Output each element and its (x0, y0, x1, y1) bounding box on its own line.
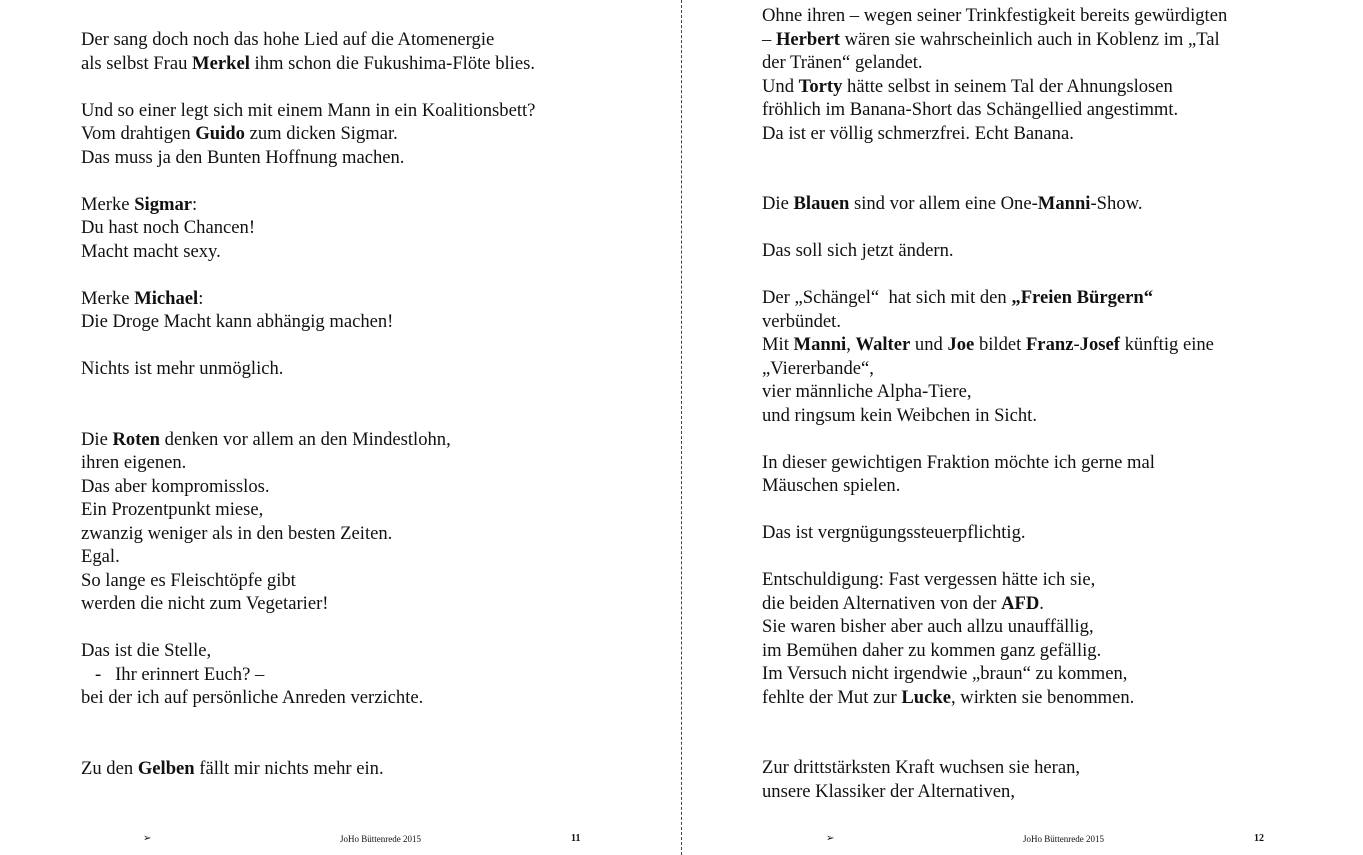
text-line (762, 51, 1227, 75)
bold-text: Josef (1079, 334, 1120, 355)
page-right (683, 0, 1363, 855)
text-line (81, 216, 535, 240)
text-run: Und so einer legt sich mit einem Mann in ein Koalitionsbett? (81, 99, 536, 121)
bold-text: Manni (1037, 193, 1091, 214)
text-run: künftig eine (1119, 334, 1214, 355)
text-run: Zu den (81, 757, 138, 779)
text-run: . (1039, 592, 1044, 614)
text-line (81, 757, 535, 781)
text-line (81, 545, 535, 569)
text-run: Die (81, 428, 113, 450)
text-run: Da ist er völlig schmerzfrei. Echt Banana. (762, 122, 1074, 144)
bold-text: „Freien Bürgern“ (1011, 287, 1154, 308)
bold-text: Walter (855, 334, 911, 355)
text-line (762, 780, 1227, 804)
paragraph-gap (81, 710, 535, 757)
text-line (81, 99, 535, 123)
text-run: bei der ich auf persönliche Anreden verzichte. (81, 687, 424, 708)
text-run: Du hast noch Chancen! (81, 217, 256, 238)
text-run: fällt mir nichts mehr ein. (194, 757, 384, 779)
footer-title: JoHo Büttenrede 2015 (340, 834, 421, 844)
text-line (81, 498, 535, 522)
text-run: als selbst Frau (81, 52, 193, 74)
text-run: -Show. (1090, 193, 1143, 214)
text-run: Nichts ist mehr unmöglich. (81, 358, 284, 379)
bold-text: Herbert (775, 28, 840, 50)
text-line (762, 122, 1227, 146)
text-run: Und (762, 75, 799, 97)
bold-text: Torty (798, 75, 843, 97)
text-run: - (1073, 334, 1080, 355)
text-line (81, 52, 535, 76)
text-line (81, 193, 535, 217)
footer-title: JoHo Büttenrede 2015 (1023, 834, 1104, 844)
text-run: Merke (81, 287, 135, 309)
text-line (81, 357, 535, 381)
text-run: Das ist die Stelle, (81, 640, 212, 661)
bold-text: Michael (134, 287, 199, 309)
paragraph-gap (762, 145, 1227, 192)
text-run: Ein Prozentpunkt miese, (81, 499, 264, 520)
text-run: : (198, 287, 204, 309)
text-run: Sie waren bisher aber auch allzu unauffällig, (762, 616, 1094, 637)
text-run: und (910, 334, 948, 355)
text-run: Die Droge Macht kann abhängig machen! (81, 311, 394, 332)
text-line (762, 639, 1227, 663)
text-run: , (846, 334, 856, 355)
paragraph-gap (81, 75, 535, 99)
bold-text: Franz (1025, 334, 1074, 355)
text-run: fehlte der Mut zur (762, 686, 902, 708)
bold-text: Lucke (901, 686, 951, 708)
text-line (81, 569, 535, 593)
text-run: hätte selbst in seinem Tal der Ahnungslosen (842, 75, 1173, 97)
footer-arrow-icon: ➢ (826, 833, 835, 844)
text-run: zwanzig weniger als in den besten Zeiten. (81, 522, 393, 544)
text-run: wären sie wahrscheinlich auch in Koblenz im „Tal (839, 28, 1220, 50)
paragraph-gap (762, 709, 1227, 756)
text-run: sind vor allem eine One- (849, 193, 1038, 214)
bold-text: Guido (195, 123, 245, 144)
text-run: Mäuschen spielen. (762, 475, 901, 496)
text-run: Merke (81, 193, 135, 215)
text-line (762, 568, 1227, 592)
text-line (762, 357, 1227, 381)
bold-text: Roten (112, 428, 161, 450)
text-run: Der „Schängel“ hat sich mit den (762, 287, 1012, 308)
text-line (762, 662, 1227, 686)
text-run: unsere Klassiker der Alternativen, (762, 780, 1015, 802)
text-line (81, 451, 535, 475)
page-body (81, 28, 535, 780)
bold-text: Blauen (793, 193, 850, 214)
paragraph-gap (81, 616, 535, 640)
text-run: Entschuldigung: Fast vergessen hätte ich sie, (762, 569, 1096, 590)
text-run: Das aber kompromisslos. (81, 475, 270, 497)
text-line (81, 475, 535, 499)
paragraph-gap (762, 498, 1227, 522)
text-run: - Ihr erinnert Euch? – (81, 663, 265, 685)
text-run: ihm schon die Fukushima-Flöte blies. (249, 52, 535, 74)
text-line (81, 663, 535, 687)
text-line (762, 28, 1227, 52)
text-line (81, 522, 535, 546)
text-line (81, 122, 535, 146)
paragraph-gap (81, 381, 535, 428)
text-run: Das muss ja den Bunten Hoffnung machen. (81, 146, 405, 168)
text-line (81, 310, 535, 334)
text-run: und ringsum kein Weibchen in Sicht. (762, 404, 1037, 426)
text-line (81, 240, 535, 264)
text-line (762, 286, 1227, 310)
text-line (762, 380, 1227, 404)
text-line (81, 686, 535, 710)
text-run: im Bemühen daher zu kommen ganz gefällig. (762, 639, 1102, 661)
text-run: ihren eigenen. (81, 452, 187, 473)
text-run: Macht macht sexy. (81, 240, 221, 262)
text-line (762, 333, 1227, 357)
text-line (762, 592, 1227, 616)
page-left (0, 0, 680, 855)
bold-text: Manni (793, 334, 847, 355)
paragraph-gap (762, 216, 1227, 240)
bold-text: AFD (1001, 592, 1040, 614)
text-run: die beiden Alternativen von der (762, 592, 1002, 614)
text-run: werden die nicht zum Vegetarier! (81, 593, 329, 614)
paragraph-gap (762, 545, 1227, 569)
text-run: vier männliche Alpha-Tiere, (762, 381, 972, 402)
page-number: 11 (571, 833, 581, 844)
text-run: Das soll sich jetzt ändern. (762, 240, 954, 261)
paragraph-gap (81, 169, 535, 193)
text-line (762, 521, 1227, 545)
text-run: Die (762, 193, 794, 214)
text-line (81, 28, 535, 52)
text-line (762, 4, 1227, 28)
text-run: Im Versuch nicht irgendwie „braun“ zu kommen, (762, 663, 1128, 684)
text-line (762, 192, 1227, 216)
bold-text: Joe (947, 334, 975, 355)
paragraph-gap (762, 427, 1227, 451)
paragraph-gap (81, 334, 535, 358)
text-line (762, 756, 1227, 780)
text-run: Zur drittstärksten Kraft wuchsen sie heran, (762, 757, 1081, 778)
paragraph-gap (81, 263, 535, 287)
text-run: zum dicken Sigmar. (244, 123, 398, 144)
text-run: Egal. (81, 546, 120, 567)
text-run: Das ist vergnügungssteuerpflichtig. (762, 522, 1026, 543)
text-run: , wirkten sie benommen. (951, 686, 1135, 708)
text-line (762, 451, 1227, 475)
text-line (762, 474, 1227, 498)
text-line (762, 686, 1227, 710)
text-run: „Viererbande“, (762, 357, 874, 379)
text-run: Mit (762, 334, 794, 355)
text-line (762, 75, 1227, 99)
text-line (81, 592, 535, 616)
text-line (762, 404, 1227, 428)
text-line (81, 287, 535, 311)
text-run: : (192, 193, 198, 215)
page-number: 12 (1254, 833, 1264, 844)
text-run: So lange es Fleischtöpfe gibt (81, 569, 296, 591)
text-run: bildet (974, 334, 1026, 355)
text-run: Ohne ihren – wegen seiner Trinkfestigkeit bereits gewürdigten (762, 5, 1228, 26)
text-line (81, 428, 535, 452)
text-line (81, 146, 535, 170)
text-line (81, 639, 535, 663)
text-line (762, 239, 1227, 263)
text-run: Der sang doch noch das hohe Lied auf die Atomenergie (81, 29, 495, 50)
paragraph-gap (762, 263, 1227, 287)
page-divider (681, 0, 682, 855)
text-line (762, 615, 1227, 639)
text-run: In dieser gewichtigen Fraktion möchte ich gerne mal (762, 451, 1155, 473)
text-line (762, 98, 1227, 122)
text-run: – (762, 28, 776, 50)
text-run: fröhlich im Banana-Short das Schängellied angestimmt. (762, 99, 1179, 120)
page-body (762, 4, 1227, 803)
text-run: der Tränen“ gelandet. (762, 52, 923, 73)
bold-text: Merkel (192, 52, 250, 74)
text-run: verbündet. (762, 310, 841, 332)
text-line (762, 310, 1227, 334)
bold-text: Sigmar (134, 193, 193, 215)
text-run: Vom drahtigen (81, 123, 196, 144)
bold-text: Gelben (137, 757, 195, 779)
text-run: denken vor allem an den Mindestlohn, (160, 428, 451, 450)
footer-arrow-icon: ➢ (143, 833, 152, 844)
